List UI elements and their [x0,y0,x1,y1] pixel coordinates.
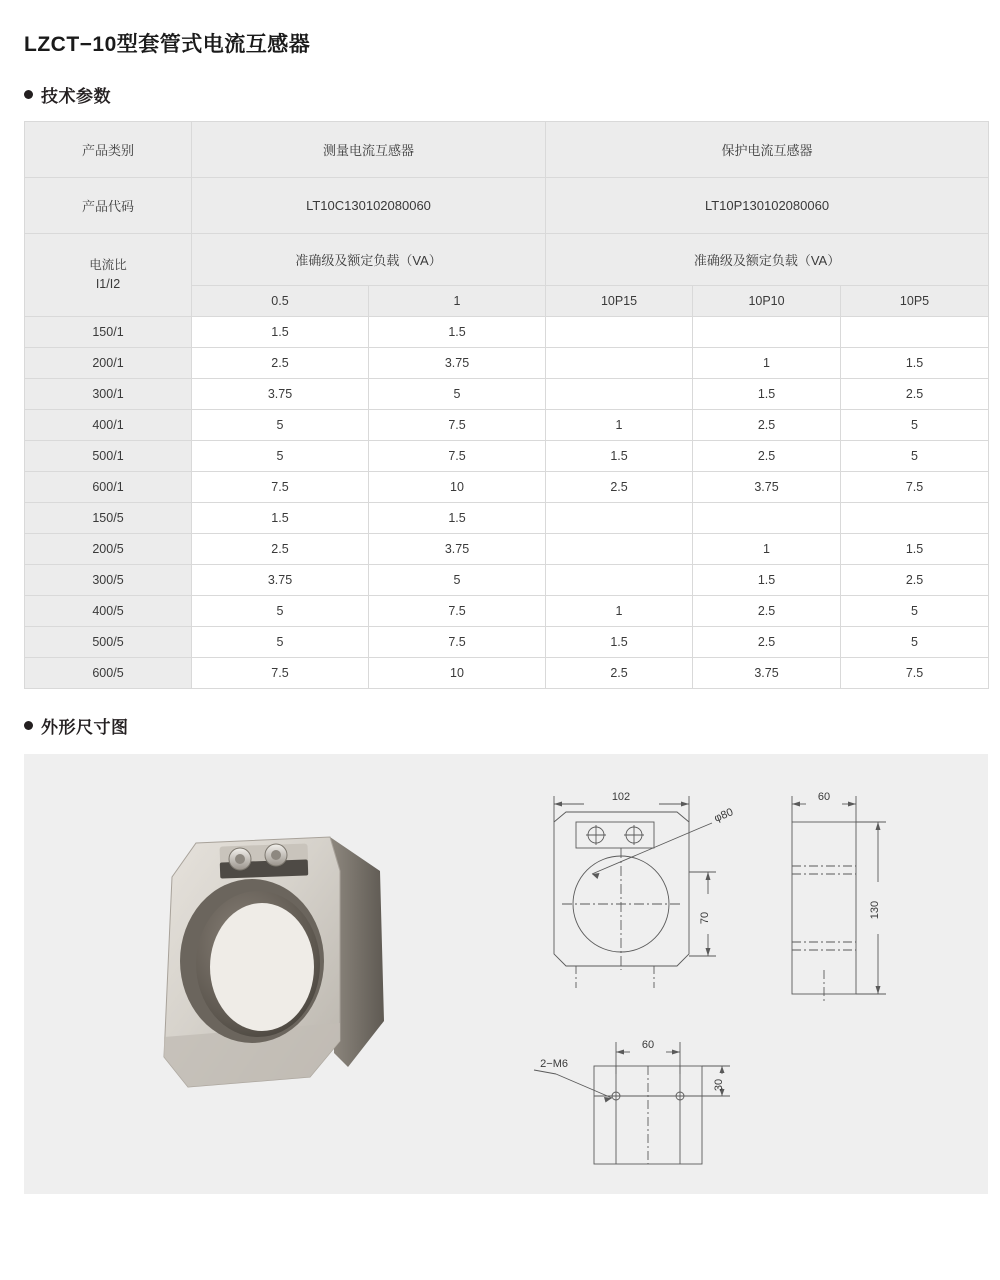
figure-outline-dimensions [24,754,988,1194]
dim-front-height: 70 [699,911,711,925]
subheader-4: 10P5 [841,286,989,317]
cell-value: 5 [369,565,546,596]
cell-value: 1.5 [192,317,369,348]
row-ratio-label: 500/5 [25,627,192,658]
cell-value: 2.5 [693,596,841,627]
cell-value [693,317,841,348]
cell-value: 7.5 [841,472,989,503]
row-ratio-label: 400/5 [25,596,192,627]
cell-value: 1.5 [546,441,693,472]
dim-bore-diameter: φ80 [712,806,736,825]
row-ratio-label: 400/1 [25,410,192,441]
table-row [25,379,989,410]
cell-value [546,348,693,379]
row-ratio-label: 200/1 [25,348,192,379]
cell-measure-type: 测量电流互感器 [192,122,546,178]
cell-value [841,317,989,348]
cell-current-ratio-label [25,234,192,317]
spec-table [24,121,989,689]
cell-value: 2.5 [693,441,841,472]
section-header-outline-dims [24,713,982,738]
cell-protect-code: LT10P130102080060 [546,178,989,234]
cell-product-category-label: 产品类别 [25,122,192,178]
cell-value: 5 [192,410,369,441]
cell-value: 2.5 [546,472,693,503]
cell-value: 2.5 [693,627,841,658]
dim-side-width: 60 [817,791,831,803]
technical-drawings [504,774,974,1184]
cell-value: 1.5 [693,565,841,596]
cell-value: 7.5 [192,658,369,689]
current-ratio-line2: I1/I2 [95,277,121,291]
product-photo [134,809,424,1129]
cell-value: 7.5 [841,658,989,689]
cell-value [546,317,693,348]
cell-value: 7.5 [369,627,546,658]
cell-value [841,503,989,534]
cell-value: 10 [369,658,546,689]
cell-value: 7.5 [192,472,369,503]
row-ratio-label: 150/5 [25,503,192,534]
cell-value: 2.5 [192,348,369,379]
cell-measure-accuracy: 准确级及额定负载（VA） [192,234,546,286]
page-title: LZCT−10型套管式电流互感器 [24,33,311,56]
cell-value: 1 [693,348,841,379]
cell-value: 3.75 [693,472,841,503]
cell-value: 2.5 [841,379,989,410]
cell-value [546,379,693,410]
row-ratio-label: 600/1 [25,472,192,503]
table-row [25,565,989,596]
row-ratio-label: 600/5 [25,658,192,689]
section-header-tech-params [24,82,982,107]
cell-protect-type: 保护电流互感器 [546,122,989,178]
table-row [25,122,989,178]
cell-value: 1.5 [369,503,546,534]
table-row [25,472,989,503]
cell-value: 5 [841,627,989,658]
dim-front-width: 102 [611,791,631,803]
cell-measure-code: LT10C130102080060 [192,178,546,234]
table-row [25,658,989,689]
current-ratio-line1: 电流比 [89,258,127,273]
cell-value: 1 [546,410,693,441]
dim-side-height: 130 [869,900,881,920]
cell-value: 7.5 [369,410,546,441]
cell-value: 7.5 [369,441,546,472]
table-row [25,410,989,441]
cell-value: 1 [546,596,693,627]
cell-product-code-label: 产品代码 [25,178,192,234]
table-row [25,534,989,565]
row-ratio-label: 200/5 [25,534,192,565]
table-row [25,178,989,234]
cell-value: 3.75 [693,658,841,689]
cell-value: 1.5 [192,503,369,534]
table-row [25,234,989,286]
cell-value: 5 [192,596,369,627]
row-ratio-label: 500/1 [25,441,192,472]
table-row [25,503,989,534]
bullet-dot-icon [24,721,33,730]
table-row [25,348,989,379]
cell-value: 5 [192,441,369,472]
cell-value [546,534,693,565]
dim-thread-callout: 2−M6 [540,1058,568,1070]
row-ratio-label: 300/1 [25,379,192,410]
subheader-3: 10P10 [693,286,841,317]
cell-value: 5 [841,596,989,627]
cell-value: 1 [693,534,841,565]
subheader-2: 10P15 [546,286,693,317]
cell-value: 5 [841,441,989,472]
cell-value: 1.5 [369,317,546,348]
table-row [25,317,989,348]
cell-value: 1.5 [546,627,693,658]
cell-value: 5 [841,410,989,441]
cell-value: 7.5 [369,596,546,627]
cell-value: 1.5 [841,534,989,565]
cell-value: 3.75 [369,348,546,379]
subheader-0: 0.5 [192,286,369,317]
table-row [25,441,989,472]
table-row [25,627,989,658]
cell-value: 1.5 [841,348,989,379]
cell-value: 3.75 [369,534,546,565]
cell-value [546,503,693,534]
cell-value: 5 [192,627,369,658]
cell-value: 2.5 [546,658,693,689]
subheader-1: 1 [369,286,546,317]
cell-value [693,503,841,534]
bullet-dot-icon [24,90,33,99]
cell-value: 2.5 [841,565,989,596]
cell-value: 1.5 [693,379,841,410]
cell-value: 3.75 [192,565,369,596]
cell-value: 5 [369,379,546,410]
cell-value: 3.75 [192,379,369,410]
cell-value: 2.5 [693,410,841,441]
cell-value: 2.5 [192,534,369,565]
cell-protect-accuracy: 准确级及额定负载（VA） [546,234,989,286]
section-title-tech-params: 技术参数 [41,87,111,106]
dim-bottom-width: 60 [641,1039,655,1051]
dim-bottom-height: 30 [713,1078,725,1092]
section-title-outline-dims: 外形尺寸图 [41,718,129,737]
row-ratio-label: 300/5 [25,565,192,596]
row-ratio-label: 150/1 [25,317,192,348]
cell-value [546,565,693,596]
cell-value: 10 [369,472,546,503]
table-row [25,596,989,627]
